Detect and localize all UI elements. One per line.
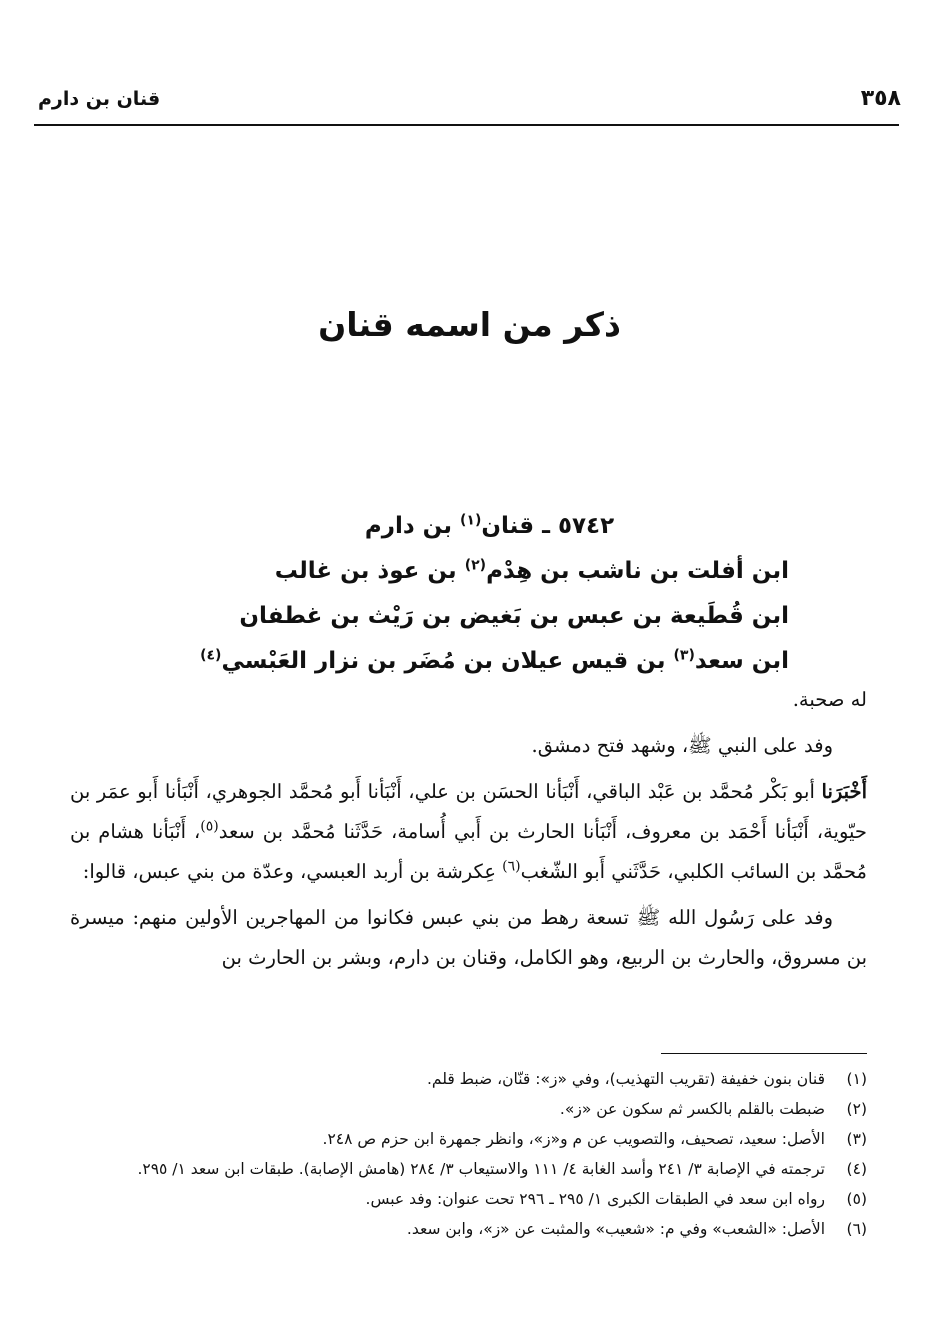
entry-heading-line-4: ابن سعد$^{(٣)}$ بن قيس عيلان بن مُضَر بن نزار العَبْسي$^{(٤)}$ [200, 647, 789, 674]
footnote-ref-2[interactable]: (٢) [464, 557, 487, 574]
footnote-ref-6[interactable]: (٦) [502, 858, 521, 875]
entry-heading-line-3: ابن قُطَيعة بن عبس بن بَغيض بن رَيْث بن غطفان [239, 603, 789, 629]
footnote: (٥) رواه ابن سعد في الطبقات الكبرى ١/ ٢٩٥ ـ ٢٩٦ تحت عنوان: وفد عبس. [365, 1190, 867, 1208]
paragraph-companionship: له صحبة. [792, 688, 867, 711]
footnotes [70, 1064, 867, 1244]
paragraph-delegation: وفد على النبي ﷺ، وشهد فتح دمشق. [531, 734, 833, 757]
running-title: قنان بن دارم [38, 88, 161, 110]
footnote-rule [661, 1053, 867, 1054]
footnote-ref-1[interactable]: (١) [460, 512, 482, 529]
section-title: ذكر من اسمه قنان [318, 305, 621, 344]
isnad-keyword: أَخْبَرَنا [821, 780, 867, 803]
paragraph-report: وفد على رَسُول الله ﷺ تسعة رهط من بني عبس فكانوا من المهاجرين الأولين منهم: ميسرة بن مسروق، والحارث بن الربيع، وهو الكامل، وقنان بن دارم، وبشر بن الحارث بن [70, 906, 867, 969]
footnote: (٦) الأصل: «الشعب» وفي م: «شعيب» والمثبت عن «ز»، وابن سعد. [406, 1220, 867, 1238]
footnote-ref-3[interactable]: (٣) [673, 647, 695, 664]
entry-heading-line-2: ابن أفلت بن ناشب بن هِدْم$^{(٢)}$ بن عوذ بن غالب [274, 557, 789, 584]
paragraph-isnad: أَخْبَرَنا أبو بَكْر مُحمَّد بن عَبْد الباقي، أَنْبَأنا الحسَن بن علي، أَنْبَأنا أَبو مُحمَّد الجوهري، أَنْبَأنا أَبو عمَر بن حيّوية، أَنْبَأنا أَحْمَد بن معروف، أَنْبَأنا الحارث بن أَبي أُسامة، حَدَّثَنا مُحمَّد بن سعد$^{(٥)}$، أَنْبَأنا هشام بن مُحمَّد بن السائب الكلبي، حَدَّثَني أَبو الشّغب$^{(٦)}$ عِكرشة بن أربد العبسي، وعدّة من بني عبس، قالوا: [70, 780, 867, 883]
footnote: (٢) ضبطت بالقلم بالكسر ثم سكون عن «ز». [559, 1100, 867, 1118]
footnote: (١) قنان بنون خفيفة (تقريب التهذيب)، وفي «ز»: قنّان، ضبط قلم. [426, 1070, 867, 1088]
page-header [38, 86, 901, 122]
entry-heading [150, 504, 789, 684]
footnote-ref-4[interactable]: (٤) [200, 647, 222, 664]
header-rule [34, 124, 899, 126]
page-number: ٣٥٨ [860, 86, 901, 111]
entry-heading-line-1: ٥٧٤٢ ـ قنان$^{(١)}$ بن دارم [364, 512, 615, 539]
footnote: (٣) الأصل: سعيد، تصحيف، والتصويب عن م و«ز»، وانظر جمهرة ابن حزم ص ٢٤٨. [322, 1130, 867, 1148]
body-text [70, 680, 867, 978]
footnote: (٤) ترجمته في الإصابة ٣/ ٢٤١ وأسد الغابة ٤/ ١١١ والاستيعاب ٣/ ٢٨٤ (هامش الإصابة). طبقات ابن سعد ١/ ٢٩٥. [137, 1160, 867, 1178]
footnote-ref-5[interactable]: (٥) [200, 818, 219, 835]
